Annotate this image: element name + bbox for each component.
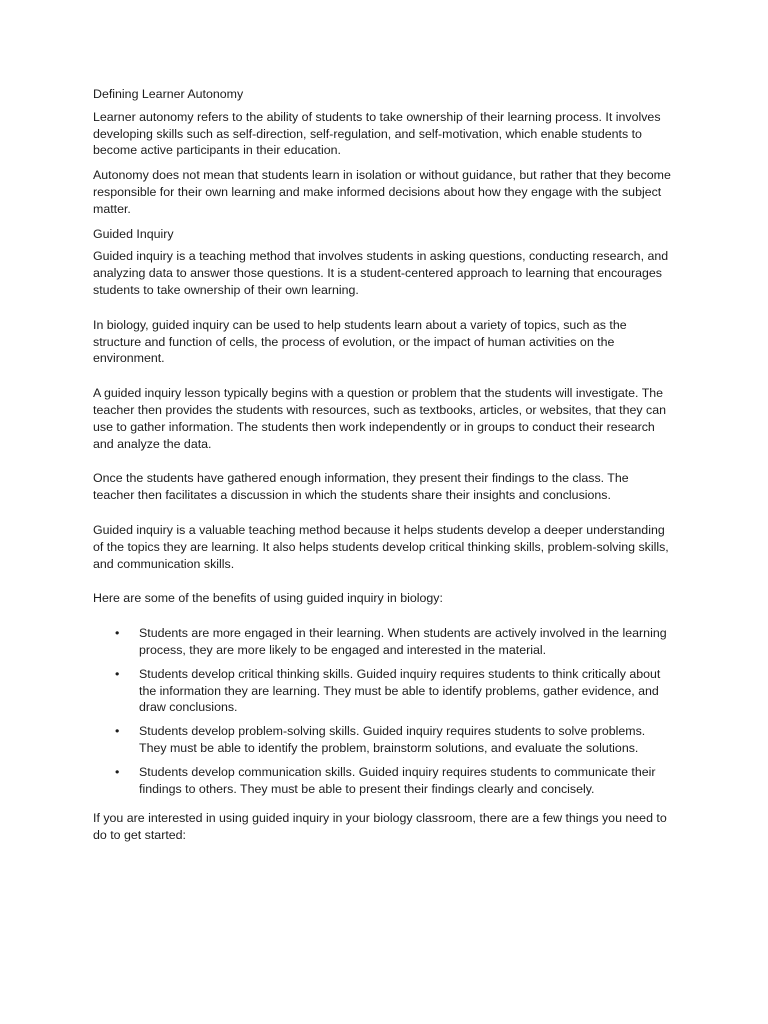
paragraph: A guided inquiry lesson typically begins with a question or problem that the students will investigate. The teacher then provides the students with resources, such as textbooks, articles, or websites, that they can use to gather information. The students then work independently or in groups to conduct their research and analyze the data.	[93, 386, 667, 451]
bullet-icon: •	[115, 764, 120, 779]
list-item	[93, 764, 673, 798]
paragraph: Guided inquiry is a valuable teaching method because it helps students develop a deeper understanding of the topics they are learning. It also helps students develop critical thinking skills, problem-solving skills, and communication skills.	[93, 522, 669, 571]
list-item-text: Students are more engaged in their learning. When students are actively involved in the learning process, they are more likely to be engaged and interested in the material.	[139, 626, 667, 657]
benefits-intro: Here are some of the benefits of using guided inquiry in biology:	[93, 591, 443, 606]
list-item	[93, 723, 673, 757]
benefits-list	[93, 625, 673, 797]
closing-paragraph: If you are interested in using guided inquiry in your biology classroom, there are a few things you need to do to get started:	[93, 811, 667, 843]
document-page	[93, 86, 673, 852]
section-heading-learner-autonomy: Defining Learner Autonomy	[93, 87, 244, 101]
list-item-text: Students develop problem-solving skills. Guided inquiry requires students to solve problems. They must be able to identify the problem, brainstorm solutions, and evaluate the solutions.	[139, 724, 646, 755]
list-item-text: Students develop communication skills. Guided inquiry requires students to communicate their findings to others. They must be able to present their findings clearly and concisely.	[139, 764, 656, 796]
paragraph: Learner autonomy refers to the ability of students to take ownership of their learning process. It involves developing skills such as self-direction, self-regulation, and self-motivation, which enable students to become active participants in their education.	[93, 109, 661, 158]
paragraph: Once the students have gathered enough information, they present their findings to the class. The teacher then facilitates a discussion in which the students share their insights and conclusions.	[93, 471, 629, 503]
paragraph: In biology, guided inquiry can be used to help students learn about a variety of topics, such as the structure and function of cells, the process of evolution, or the impact of human activities on the environment.	[93, 317, 627, 366]
paragraph: Guided inquiry is a teaching method that involves students in asking questions, conducting research, and analyzing data to answer those questions. It is a student-centered approach to learning that encourages students to take ownership of their own learning.	[93, 249, 669, 297]
list-item-text: Students develop critical thinking skills. Guided inquiry requires students to think critically about the information they are learning. They must be able to identify problems, gather evidence, and draw conclusions.	[139, 666, 661, 715]
list-item	[93, 666, 673, 716]
bullet-icon: •	[115, 626, 120, 641]
bullet-icon: •	[115, 666, 120, 681]
bullet-icon: •	[115, 724, 120, 739]
section-heading-guided-inquiry: Guided Inquiry	[93, 226, 174, 241]
list-item	[93, 625, 673, 659]
paragraph: Autonomy does not mean that students learn in isolation or without guidance, but rather that they become responsible for their own learning and make informed decisions about how they engage with the subject matter.	[93, 168, 671, 216]
